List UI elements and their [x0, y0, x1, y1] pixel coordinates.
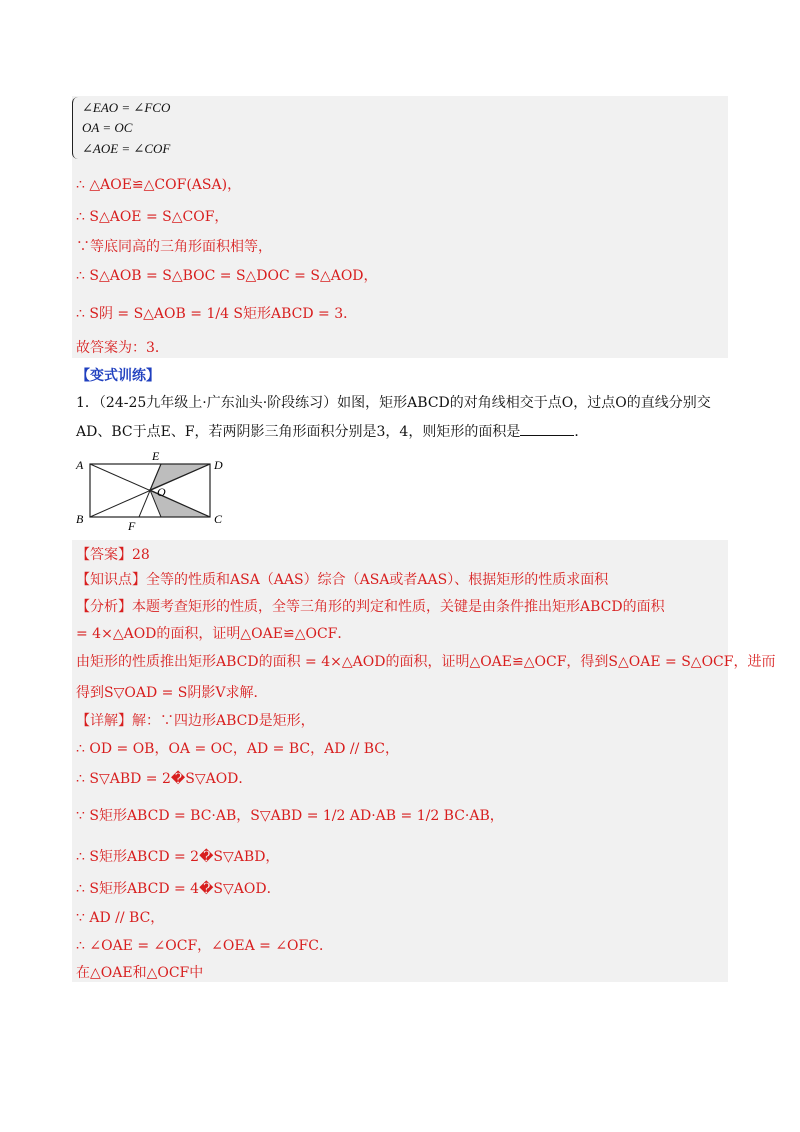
analysis-line-4: 得到S▽OAD = S阴影V求解．: [76, 685, 268, 701]
label-o: O: [157, 485, 166, 499]
section-title: 【变式训练】: [76, 368, 160, 384]
label-d: D: [214, 458, 223, 472]
knowledge-point: 【知识点】全等的性质和ASA（AAS）综合（ASA或者AAS）、根据矩形的性质求面积: [76, 572, 609, 588]
brace: [72, 97, 81, 159]
solution-line-congruent: ∴ △AOE≌△COF(ASA)，: [76, 177, 242, 193]
detail-line-6: ∵ AD // BC，: [76, 910, 165, 926]
question-line-2-text: AD、BC于点E、F，若两阴影三角形面积分别是3，4，则矩形的面积是: [76, 424, 521, 440]
question-line-2: [76, 421, 588, 442]
detail-line-1: ∴ OD = OB，OA = OC，AD = BC，AD // BC，: [76, 741, 400, 757]
label-c: C: [214, 512, 223, 526]
solution-line-shaded: ∴ S阴 = S△AOB = 1/4 S矩形ABCD = 3．: [76, 306, 358, 322]
question-line-2-end: ．: [574, 424, 589, 440]
brace-line-2: OA = OC: [82, 120, 133, 135]
analysis-line-1: 【分析】本题考查矩形的性质，全等三角形的判定和性质，关键是由条件推出矩形ABCD的面积: [76, 599, 665, 615]
detail-line-5: ∴ S矩形ABCD = 4�S▽AOD．: [76, 881, 281, 897]
label-f: F: [128, 519, 136, 532]
answer-value: 【答案】28: [76, 547, 150, 563]
detail-line-3: ∵ S矩形ABCD = BC·AB，S▽ABD = 1/2 AD·AB = 1/2 BC·AB，: [76, 808, 504, 824]
rectangle-figure: [72, 452, 232, 532]
detail-line-7: ∴ ∠OAE = ∠OCF，∠OEA = ∠OFC．: [76, 938, 333, 954]
detail-heading: 【详解】解：∵四边形ABCD是矩形，: [76, 713, 315, 729]
answer-blank: [520, 421, 574, 436]
solution-line-reason: ∵等底同高的三角形面积相等，: [76, 239, 272, 255]
detail-line-8: 在△OAE和△OCF中: [76, 965, 204, 981]
detail-line-2: ∴ S▽ABD = 2�S▽AOD．: [76, 771, 253, 787]
brace-line-1: ∠EAO = ∠FCO: [82, 100, 171, 115]
solution-answer: 故答案为：3．: [76, 340, 169, 356]
label-e: E: [152, 452, 160, 463]
question-line-1: 1．（24-25九年级上·广东汕头·阶段练习）如图，矩形ABCD的对角线相交于点O，过点O的直线分别交: [76, 395, 711, 411]
detail-line-4: ∴ S矩形ABCD = 2�S▽ABD，: [76, 849, 280, 865]
solution-line-area-equal: ∴ S△AOE = S△COF，: [76, 209, 229, 225]
analysis-line-3: 由矩形的性质推出矩形ABCD的面积 = 4×△AOD的面积，证明△OAE≌△OCF，得到S△OAE = S△OCF，进而: [76, 654, 776, 670]
analysis-line-2: = 4×△AOD的面积，证明△OAE≌△OCF．: [76, 626, 352, 642]
brace-line-3: ∠AOE = ∠COF: [82, 141, 171, 156]
label-a: A: [76, 458, 84, 472]
solution-line-four-areas: ∴ S△AOB = S△BOC = S△DOC = S△AOD，: [76, 268, 378, 284]
label-b: B: [76, 512, 84, 526]
